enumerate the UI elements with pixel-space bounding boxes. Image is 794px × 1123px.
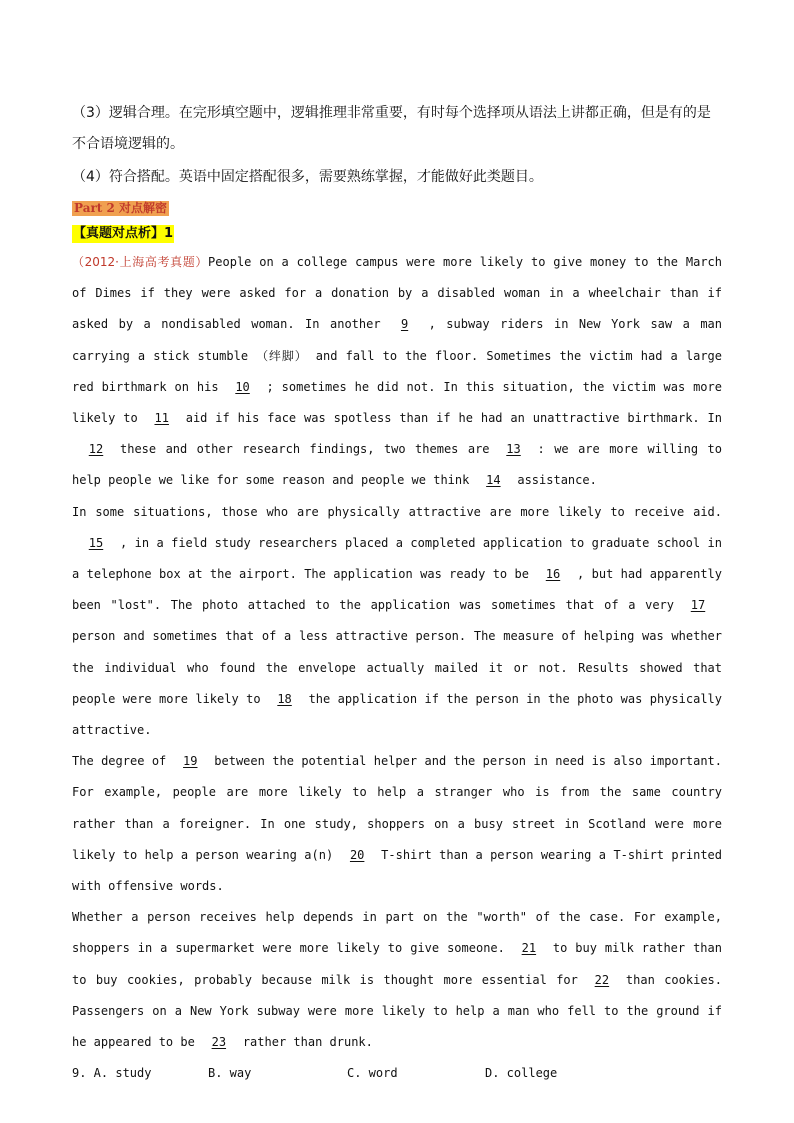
passage-text: the application if the person in the photo was physically attractive. (72, 691, 722, 738)
blank-23: 23 (211, 1035, 227, 1050)
passage-text: aid if his face was spotless than if he had an unattractive birthmark. In (185, 411, 722, 426)
cloze-passage (72, 247, 722, 1058)
passage-text: T-shirt than a person wearing a T-shirt printed with offensive words. (72, 847, 722, 894)
blank-15: 15 (88, 535, 104, 550)
document-page (72, 98, 722, 1089)
blank-16: 16 (545, 567, 561, 582)
passage-text: ; sometimes he did not. In this situation, the victim was more likely to (72, 379, 722, 426)
section-tag-text: 【真题对点析】1 (73, 226, 174, 241)
part-label (72, 196, 722, 220)
blank-17: 17 (690, 598, 706, 613)
intro-point-3: （3）逻辑合理。在完形填空题中，逻辑推理非常重要，有时每个选择项从语法上讲都正确，但是有的是不合语境逻辑的。 (72, 105, 711, 152)
passage-paragraph-2 (72, 497, 722, 747)
passage-text: The degree of (72, 754, 167, 769)
passage-text: In some situations, those who are physically attractive are more likely to receive aid. (72, 504, 722, 519)
intro-point-4: （4）符合搭配。英语中固定搭配很多，需要熟练掌握，才能做好此类题目。 (72, 169, 543, 185)
blank-22: 22 (594, 972, 610, 987)
passage-text: : we are more willing to help people we like for some reason and people we think (72, 442, 723, 488)
passage-text: person and sometimes that of a less attractive person. The measure of helping was whether the individual who found the envelope actually mailed it or not. Results showed that people were more likely to (72, 629, 722, 706)
option-c[interactable]: C. word (347, 1066, 398, 1081)
intro-section (72, 98, 722, 193)
passage-text: rather than drunk. (242, 1035, 373, 1050)
passage-text: than cookies. Passengers on a New York subway were more likely to help a man who fell to the ground if he appeared to be (72, 972, 722, 1050)
passage-text: Whether a person receives help depends in part on the "worth" of the case. For example, shoppers in a supermarket were more likely to give someone. (72, 910, 722, 956)
blank-12: 12 (88, 442, 104, 457)
passage-text: between the potential helper and the person in need is also important. For example, people are more likely to help a stranger who is from the same country rather than a foreigner. In one study, shoppers on a busy street in Scotland were more likely to help a person wearing a(n) (72, 754, 722, 862)
blank-13: 13 (506, 442, 521, 457)
blank-11: 11 (154, 411, 169, 426)
part-label-text: Part 2 对点解密 (74, 200, 168, 215)
option-d[interactable]: D. college (485, 1066, 558, 1081)
passage-text: these and other research findings, two themes are (120, 442, 490, 457)
blank-9: 9 (400, 317, 409, 332)
passage-text: , in a field study researchers placed a completed application to graduate school in a telephone box at the airport. The application was ready to be (72, 535, 722, 582)
passage-paragraph-3 (72, 746, 722, 902)
blank-19: 19 (183, 754, 198, 769)
blank-20: 20 (349, 847, 365, 862)
blank-21: 21 (521, 941, 537, 956)
option-b[interactable]: B. way (208, 1066, 252, 1081)
blank-14: 14 (486, 473, 501, 488)
passage-paragraph-1 (72, 247, 722, 497)
chinese-gloss: （绊脚） (256, 348, 308, 363)
blank-18: 18 (277, 691, 292, 706)
option-a[interactable]: 9. A. study (72, 1066, 152, 1081)
question-9-options (72, 1058, 722, 1089)
blank-10: 10 (235, 379, 250, 394)
passage-text: and fall to the floor. Sometimes the victim had a large red birthmark on his (72, 348, 722, 394)
passage-text: assistance. (517, 473, 597, 488)
passage-text: People on a college campus were more likely to give money to the March of Dimes if they were asked for a donation by a disabled woman in a wheelchair than if asked by a nondisabled woman. In another (72, 255, 722, 332)
passage-text: to buy milk rather than to buy cookies, probably because milk is thought more essential for (72, 941, 722, 987)
section-tag (72, 221, 722, 247)
source-label: （2012·上海高考真题） (72, 255, 209, 269)
passage-text: , subway riders in New York saw a man carrying a stick stumble (72, 317, 723, 363)
passage-text: , but had apparently been "lost". The photo attached to the application was sometimes that of a very (72, 567, 722, 613)
passage-paragraph-4 (72, 902, 722, 1058)
